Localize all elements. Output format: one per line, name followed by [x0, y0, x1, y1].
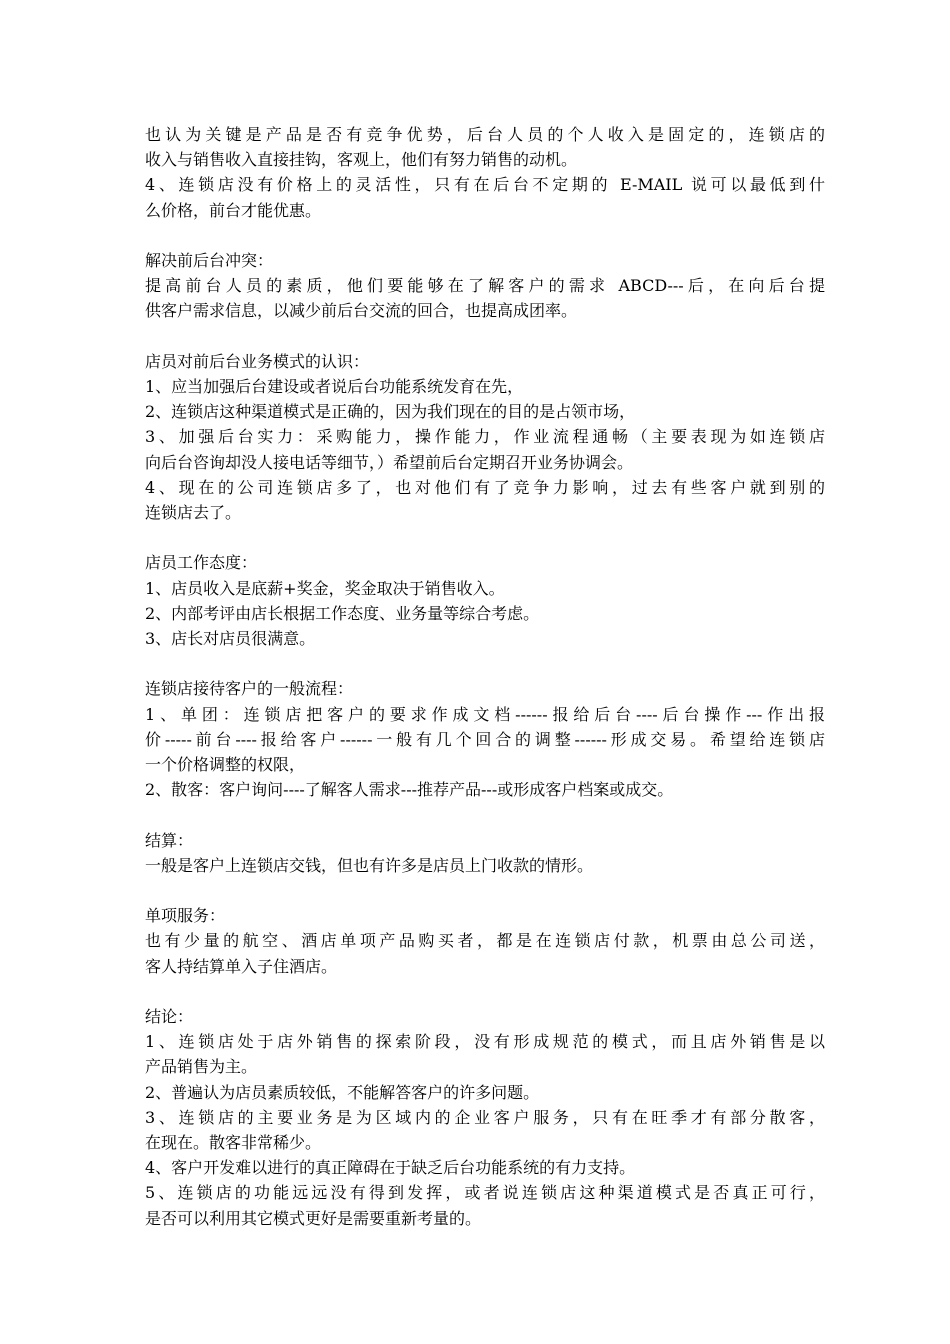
attitude-heading: 店员工作态度： [145, 553, 258, 573]
single-service-heading: 单项服务： [145, 906, 226, 926]
conflict-line-1: 提高前台人员的素质，他们要能够在了解客户的需求 ABCD---后，在向后台提 [145, 276, 825, 296]
paragraph-gap [145, 979, 825, 1004]
process-heading: 连锁店接待客户的一般流程： [145, 679, 354, 699]
intro-line-4: 么价格，前台才能优惠。 [145, 200, 322, 220]
process-section [145, 676, 825, 802]
conflict-heading: 解决前后台冲突： [145, 251, 274, 270]
conclusion-item-3-line-1: 3、连锁店的主要业务是为区域内的企业客户服务，只有在旺季才有部分散客， [145, 1107, 825, 1127]
model-heading: 店员对前后台业务模式的认识： [145, 351, 370, 371]
conclusion-heading: 结论： [145, 1007, 194, 1026]
conclusion-item-5-line-2: 是否可以利用其它模式更好是需要重新考量的。 [145, 1208, 482, 1228]
process-item-2: 2、散客：客户询问----了解客人需求---推荐产品---或形成客户档案或成交。 [145, 780, 674, 800]
paragraph-gap [145, 525, 825, 550]
conclusion-item-1-line-1: 1、连锁店处于店外销售的探索阶段，没有形成规范的模式，而且店外销售是以 [145, 1032, 825, 1052]
single-service-line-1: 也有少量的航空、酒店单项产品购买者，都是在连锁店付款，机票由总公司送， [145, 931, 825, 951]
model-section [145, 349, 825, 525]
intro-line-1: 也认为关键是产品是否有竞争优势，后台人员的个人收入是固定的，连锁店的 [145, 125, 825, 144]
settlement-heading: 结算： [145, 830, 194, 850]
process-item-1-line-2: 价-----前台----报给客户------一般有几个回合的调整------形成交易。希望给连锁店 [145, 729, 825, 749]
conclusion-item-1-line-2: 产品销售为主。 [145, 1057, 258, 1077]
settlement-section [145, 828, 825, 878]
conclusion-item-2: 2、普遍认为店员素质较低，不能解答客户的许多问题。 [145, 1082, 540, 1102]
conclusion-section [145, 1004, 825, 1231]
intro-section [145, 122, 825, 223]
paragraph-gap [145, 651, 825, 676]
attitude-section [145, 550, 825, 651]
paragraph-gap [145, 802, 825, 827]
model-item-4-line-1: 4、现在的公司连锁店多了，也对他们有了竞争力影响，过去有些客户就到别的 [145, 477, 825, 497]
single-service-line-2: 客人持结算单入子住酒店。 [145, 956, 338, 976]
process-item-1-line-3: 一个价格调整的权限， [145, 755, 306, 775]
paragraph-gap [145, 324, 825, 349]
settlement-line-1: 一般是客户上连锁店交钱，但也有许多是店员上门收款的情形。 [145, 855, 594, 875]
attitude-item-2: 2、内部考评由店长根据工作态度、业务量等综合考虑。 [145, 603, 540, 623]
conclusion-item-4: 4、客户开发难以进行的真正障碍在于缺乏后台功能系统的有力支持。 [145, 1158, 636, 1178]
paragraph-gap [145, 223, 825, 248]
single-service-section [145, 903, 825, 979]
paragraph-gap [145, 878, 825, 903]
model-item-1: 1、应当加强后台建设或者说后台功能系统发育在先， [145, 377, 524, 396]
conflict-section [145, 248, 825, 324]
model-item-2: 2、连锁店这种渠道模式是正确的，因为我们现在的目的是占领市场， [145, 402, 636, 422]
conclusion-item-5-line-1: 5、连锁店的功能远远没有得到发挥，或者说连锁店这种渠道模式是否真正可行， [145, 1183, 825, 1203]
conclusion-item-3-line-2: 在现在。散客非常稀少。 [145, 1133, 322, 1153]
attitude-item-3: 3、店长对店员很满意。 [145, 629, 316, 649]
document-page [145, 122, 825, 1231]
intro-line-3: 4、连锁店没有价格上的灵活性，只有在后台不定期的 E-MAIL 说可以最低到什 [145, 175, 825, 195]
model-item-3-line-1: 3、加强后台实力：采购能力，操作能力，作业流程通畅（主要表现为如连锁店 [145, 427, 825, 447]
conflict-line-2: 供客户需求信息，以减少前后台交流的回合，也提高成团率。 [145, 301, 578, 321]
attitude-item-1: 1、店员收入是底薪+奖金，奖金取决于销售收入。 [145, 578, 505, 598]
intro-line-2: 收入与销售收入直接挂钩，客观上，他们有努力销售的动机。 [145, 150, 578, 170]
model-item-3-line-2: 向后台咨询却没人接电话等细节，）希望前后台定期召开业务协调会。 [145, 452, 634, 472]
model-item-4-line-2: 连锁店去了。 [145, 503, 242, 523]
process-item-1-line-1: 1、单团：连锁店把客户的要求作成文档------报给后台----后台操作---作出报 [145, 704, 825, 724]
